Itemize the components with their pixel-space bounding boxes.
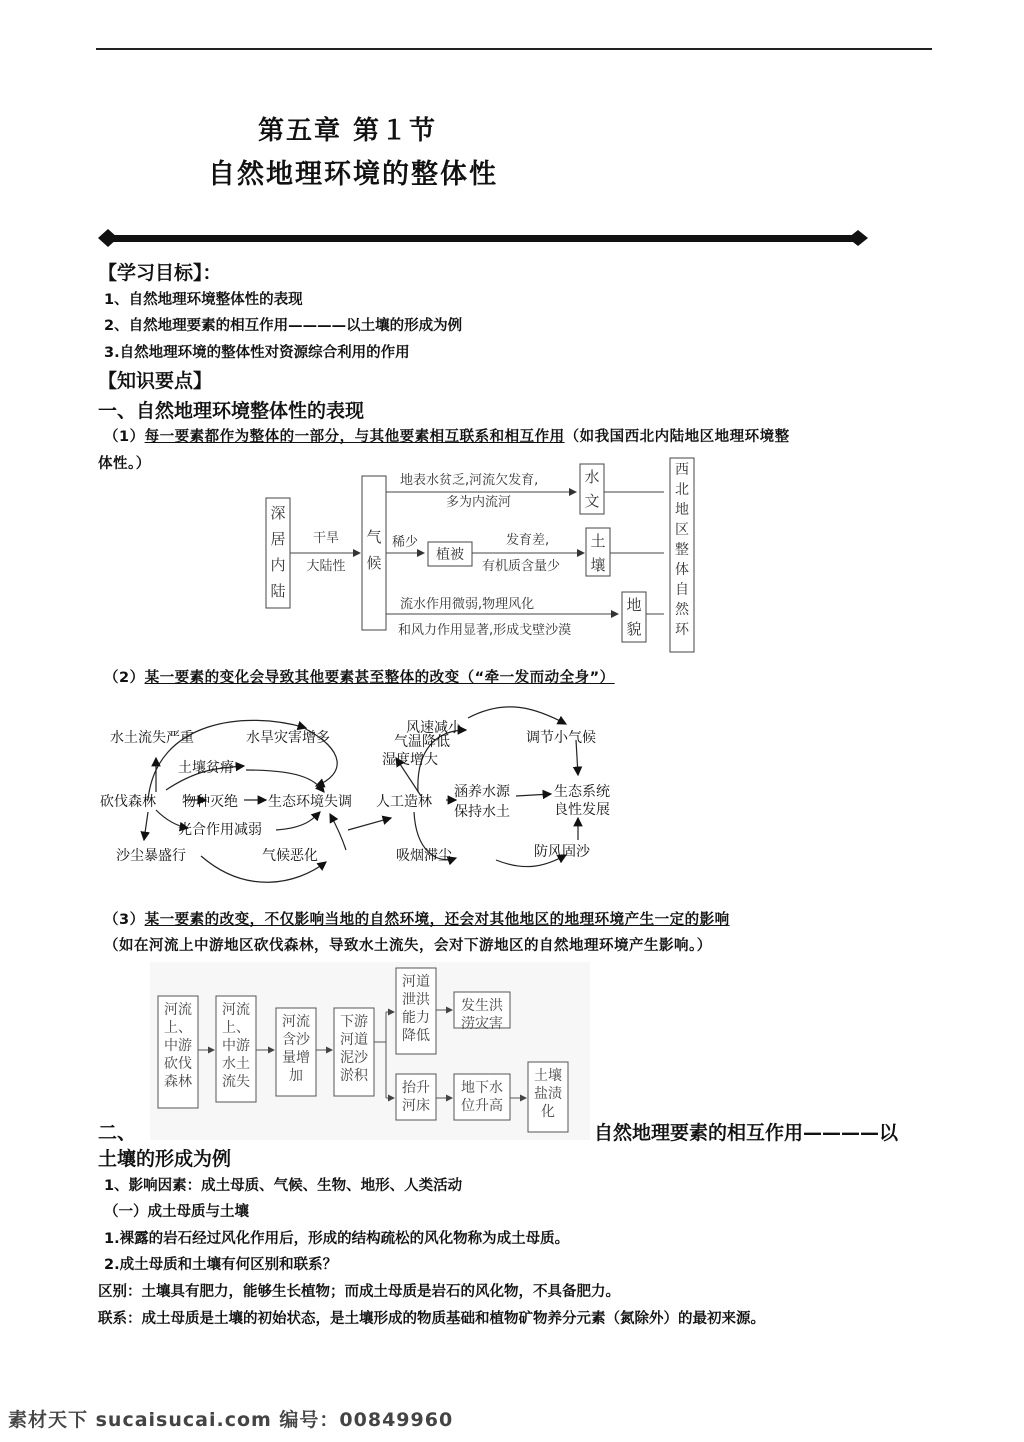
flow-box-text-b8: 地下水 <box>461 1080 503 1096</box>
node-microclimate: 调节小气候 <box>526 730 596 746</box>
flow-box-text-b8: 位升高 <box>461 1098 503 1114</box>
flow-box-text-b9: 土壤 <box>534 1068 562 1084</box>
result-char: 体 <box>675 562 689 578</box>
objective-item: 1、自然地理环境整体性的表现 <box>104 292 303 308</box>
flow-box-text-b7: 河床 <box>402 1098 430 1114</box>
start-char: 居 <box>270 530 286 548</box>
climate-char: 气 <box>366 528 382 546</box>
objective-item: 3.自然地理环境的整体性对资源综合利用的作用 <box>104 345 410 361</box>
node-extinction: 物种灭绝 <box>182 794 238 810</box>
node-eco-1: 生态系统 <box>554 784 610 800</box>
section1-heading: 一、自然地理环境整体性的表现 <box>98 400 365 422</box>
difference-line: 区别：土壤具有肥力，能够生长植物；而成土母质是岩石的风化物，不具备肥力。 <box>98 1284 620 1300</box>
paragraph-3-cont: （如在河流上中游地区砍伐森林，导致水土流失，会对下游地区的自然地理环境产生影响。） <box>104 938 712 954</box>
flow-box-text-b5: 降低 <box>402 1028 430 1044</box>
climate-char: 候 <box>366 554 382 572</box>
result-char: 北 <box>675 482 689 498</box>
flow-box-text-b3: 加 <box>289 1068 303 1084</box>
top-branch-line1: 地表水贫乏,河流欠发育, <box>400 473 539 488</box>
section2-heading-cont: 土壤的形成为例 <box>98 1148 232 1170</box>
definition-line: 1.裸露的岩石经过风化作用后，形成的结构疏松的风化物称为成土母质。 <box>104 1231 570 1247</box>
bottom-branch-line2: 和风力作用显著,形成戈壁沙漠 <box>398 623 572 638</box>
result-char: 然 <box>675 602 689 618</box>
page-title: 自然地理环境的整体性 <box>208 159 498 190</box>
flow-box-text-b1: 河流 <box>164 1002 192 1018</box>
flow-box-text-b5: 河道 <box>402 974 430 990</box>
flow-box-text-b2: 水土 <box>222 1056 250 1072</box>
watermark: 素材天下 sucaisucai.com 编号：00849960 <box>8 1409 454 1431</box>
bottom-branch-line1: 流水作用微弱,物理风化 <box>400 597 535 612</box>
landform-char: 貌 <box>626 620 642 638</box>
question-line: 2.成土母质和土壤有何区别和联系？ <box>104 1257 338 1273</box>
vegetation-box: 植被 <box>436 547 464 563</box>
flow-box-text-b9: 化 <box>541 1104 555 1120</box>
flow-box-text-b2: 上、 <box>222 1020 250 1036</box>
knowledge-heading: 【知识要点】 <box>98 370 213 392</box>
node-conserve-1: 涵养水源 <box>454 784 510 800</box>
p1-prefix: （1） <box>104 429 145 445</box>
node-imbalance: 生态环境失调 <box>268 794 352 810</box>
node-climate-worse: 气候恶化 <box>262 848 318 864</box>
start-box-text <box>270 504 285 600</box>
subheading-parent-material: （一）成土母质与土壤 <box>104 1204 249 1220</box>
node-sand: 防风固沙 <box>534 844 590 860</box>
result-char: 自 <box>675 582 689 598</box>
p3-key-sentence: 某一要素的改变，不仅影响当地的自然环境，还会对其他地区的地理环境产生一定的影响 <box>144 912 730 928</box>
node-conserve-2: 保持水土 <box>454 804 510 820</box>
flow-box-text-b2: 流失 <box>222 1074 250 1090</box>
section2-number: 二、 <box>98 1122 137 1144</box>
flow-box-text-b2: 中游 <box>222 1038 250 1054</box>
flow-box-text-b2: 河流 <box>222 1002 250 1018</box>
arrow1-bottom-label: 大陆性 <box>306 559 346 574</box>
hydro-char: 水 <box>584 468 600 486</box>
chapter-heading: 第五章 第１节 <box>258 116 438 146</box>
flow-box-text-b1: 中游 <box>164 1038 192 1054</box>
flow-box-text-b9: 盐渍 <box>534 1086 562 1102</box>
title-divider <box>96 226 872 252</box>
paragraph-2 <box>104 666 615 687</box>
p1-key-sentence: 每一要素都作为整体的一部分，与其他要素相互联系和相互作用 <box>144 429 565 445</box>
flow-box-text-b1: 上、 <box>164 1020 192 1036</box>
node-wind-2: 气温降低 <box>394 734 450 750</box>
diagram-chain-reaction <box>96 700 656 890</box>
node-flood-drought: 水旱灾害增多 <box>246 730 330 746</box>
objectives-heading: 【学习目标】： <box>98 262 222 284</box>
objective-item: 2、自然地理要素的相互作用————以土壤的形成为例 <box>104 318 463 334</box>
diagram-northwest <box>260 456 710 654</box>
p3-prefix: （3） <box>104 912 145 928</box>
flow-box-text-b4: 泥沙 <box>340 1050 368 1066</box>
flow-box-text-b3: 量增 <box>282 1050 310 1066</box>
node-deforest: 砍伐森林 <box>100 794 156 810</box>
start-char: 陆 <box>270 582 286 600</box>
node-wind-1: 风速减小 <box>406 720 462 736</box>
start-char: 深 <box>270 504 286 522</box>
header-rule <box>96 48 932 50</box>
hydro-char: 文 <box>584 492 600 510</box>
node-soil-erosion: 水土流失严重 <box>110 730 194 746</box>
node-eco-2: 良性发展 <box>554 802 610 818</box>
top-branch-line2: 多为内流河 <box>446 495 512 510</box>
flow-box-text-b3: 河流 <box>282 1014 310 1030</box>
node-wind-3: 湿度增大 <box>382 752 438 768</box>
flow-box-text-b7: 抬升 <box>402 1080 430 1096</box>
p2-prefix: （2） <box>104 670 145 686</box>
node-afforest: 人工造林 <box>376 794 432 810</box>
flow-box-text-b4: 淤积 <box>340 1068 368 1084</box>
mid-branch-line1: 发育差, <box>506 533 550 548</box>
paragraph-1 <box>104 425 790 446</box>
flow-box-text-b5: 泄洪 <box>402 992 430 1008</box>
arrow1-top-label: 干旱 <box>312 531 340 546</box>
result-char: 西 <box>675 462 689 478</box>
flow-box-text-b6: 发生洪 <box>461 998 503 1014</box>
factors-line: 1、影响因素：成土母质、气候、生物、地形、人类活动 <box>104 1178 463 1194</box>
flow-box-text-b5: 能力 <box>402 1010 430 1026</box>
flow-box-text-b1: 砍伐 <box>164 1056 192 1072</box>
mid-branch-line2: 有机质含量少 <box>482 559 561 574</box>
result-char: 环 <box>675 622 689 638</box>
result-char: 区 <box>675 522 689 538</box>
start-char: 内 <box>270 556 286 574</box>
diagram-downstream <box>150 962 590 1140</box>
section2-heading: 自然地理要素的相互作用————以 <box>594 1122 899 1144</box>
soil-char: 土 <box>590 532 606 550</box>
result-char: 地 <box>675 502 689 518</box>
flow-box-text-b4: 下游 <box>340 1014 368 1030</box>
p2-key-sentence: 某一要素的变化会导致其他要素甚至整体的改变（“牵一发而动全身”） <box>144 670 615 686</box>
paragraph-1-cont: 体性。） <box>98 456 151 472</box>
result-char: 整 <box>675 542 689 558</box>
node-soil-poor: 土壤贫瘠 <box>178 760 234 776</box>
p1-suffix: （如我国西北内陆地区地理环境整 <box>564 429 790 445</box>
rare-label: 稀少 <box>392 535 419 550</box>
node-sandstorm: 沙尘暴盛行 <box>116 848 186 864</box>
paragraph-3 <box>104 908 730 929</box>
flow-box-text-b4: 河道 <box>340 1032 368 1048</box>
node-dust: 吸烟滞尘 <box>396 848 452 864</box>
flow-box-text-b3: 含沙 <box>282 1032 310 1048</box>
flow-box-text-b1: 森林 <box>164 1074 192 1090</box>
flow-box-text-b6: 涝灾害 <box>461 1016 503 1032</box>
landform-char: 地 <box>626 596 642 614</box>
relation-line: 联系：成土母质是土壤的初始状态，是土壤形成的物质基础和植物矿物养分元素（氮除外）的最初来源。 <box>98 1311 765 1327</box>
soil-char: 壤 <box>590 556 606 574</box>
node-photosynthesis: 光合作用减弱 <box>178 822 262 838</box>
